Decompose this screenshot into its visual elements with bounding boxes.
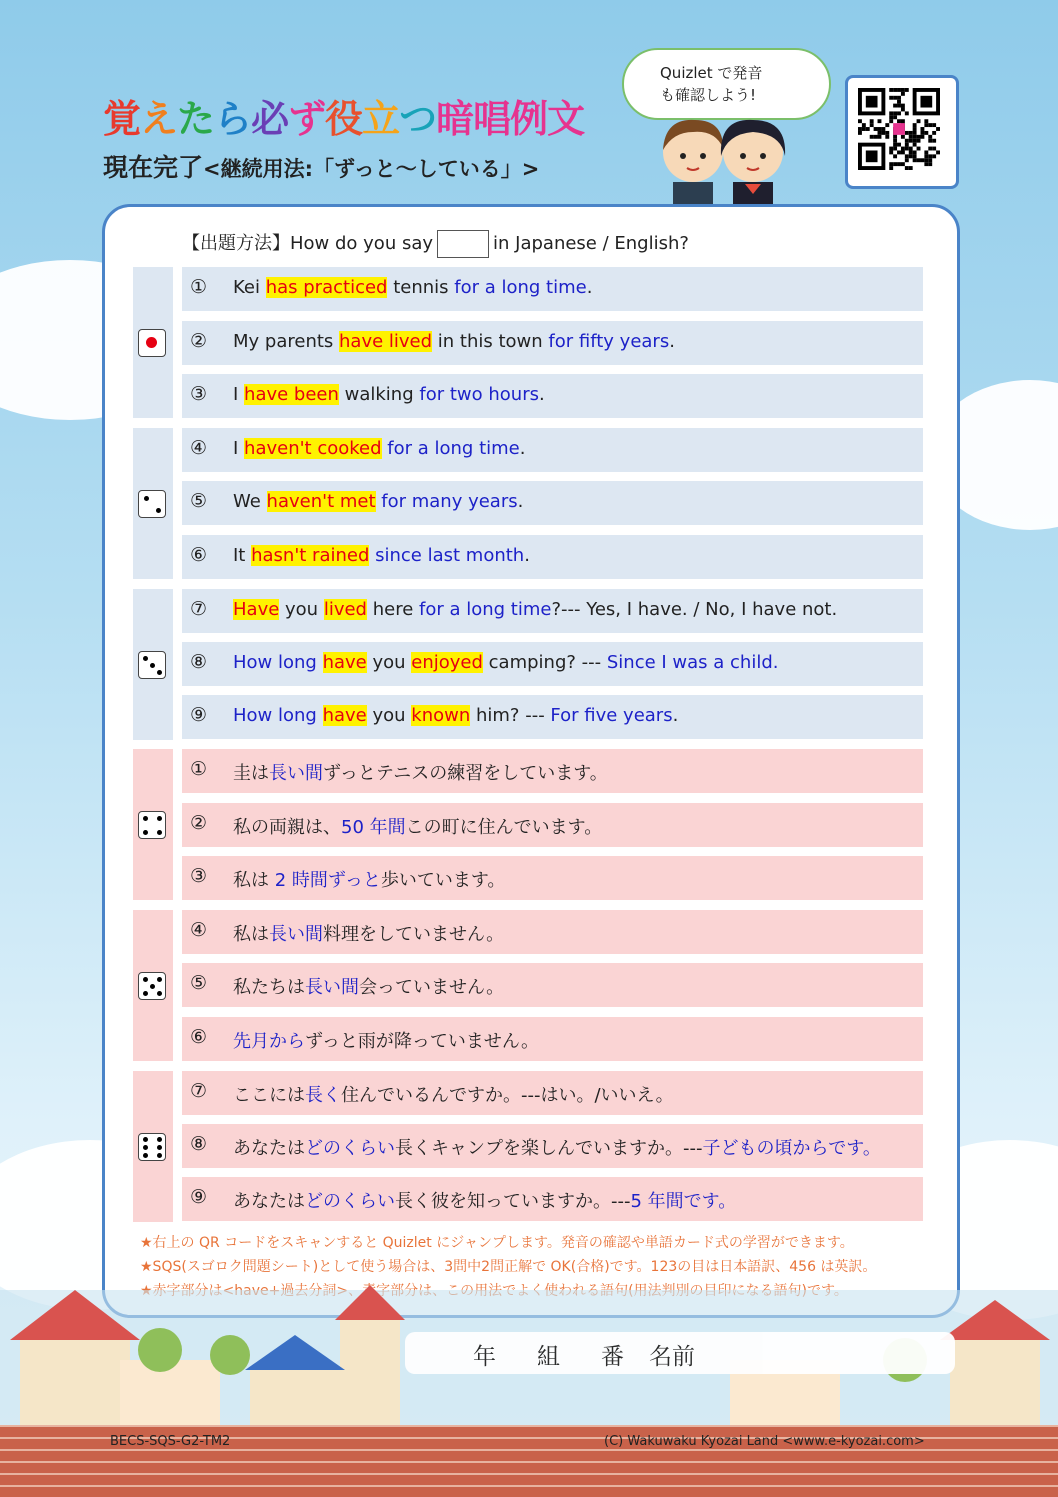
sentence-text (233, 1027, 539, 1053)
sentence-number: ⑧ (190, 1133, 208, 1155)
sentence-fragment: in this town (432, 331, 549, 352)
die-pip-icon (143, 1153, 148, 1158)
sentence-fragment: この町に住んでいます。 (405, 817, 603, 838)
sentence-text (233, 759, 608, 785)
sentence-fragment: camping? --- (482, 652, 607, 673)
sentence-text (233, 331, 675, 352)
sentence-text (233, 652, 779, 673)
sentence-fragment: ?--- Yes, I have. / No, I have not. (551, 599, 838, 620)
name-field[interactable] (405, 1332, 955, 1374)
sentence-number: ⑨ (190, 704, 208, 726)
sentence-text (233, 813, 602, 839)
die-5-icon (138, 972, 166, 1000)
sentence-fragment: you (366, 705, 412, 726)
marker-phrase: 長く (305, 1085, 341, 1106)
marker-phrase: 2 時間ずっと (274, 870, 381, 891)
prompt-before: 【出題方法】How do you say (182, 233, 434, 254)
sentence-text (233, 1134, 881, 1160)
sentence-text (233, 599, 837, 620)
red-circle-icon (146, 337, 157, 348)
die-pip-icon (156, 508, 161, 513)
have-pp-phrase: haven't met (266, 491, 376, 512)
marker-phrase: How long (233, 705, 317, 726)
die-pip-icon (150, 663, 155, 668)
sentence-fragment: . (524, 545, 530, 566)
title-char: え (140, 97, 178, 141)
number-label: 番 (601, 1344, 624, 1370)
sentence-text (233, 973, 504, 999)
die-pip-icon (157, 991, 162, 996)
english-sentence-row (182, 267, 923, 311)
sentence-fragment: here (366, 599, 419, 620)
sentence-fragment: . (519, 438, 526, 459)
japanese-sentence-row (182, 803, 923, 847)
sentence-number: ③ (190, 865, 208, 887)
dice-group-cell (133, 749, 173, 900)
die-4-icon (138, 811, 166, 839)
sentence-number: ④ (190, 437, 208, 459)
have-pp-phrase: have (322, 705, 367, 726)
children-illustration-icon (655, 112, 790, 204)
marker-phrase: どのくらい (305, 1191, 395, 1212)
title-char: ら (214, 97, 252, 141)
sentence-number: ⑤ (190, 490, 208, 512)
subtitle-detail: <継続用法:「ずっと～している」> (203, 157, 540, 181)
have-pp-phrase: haven't cooked (244, 438, 382, 459)
sentence-text (233, 866, 505, 892)
sentence-fragment: あなたは (233, 1138, 305, 1159)
sentence-fragment: him? --- (470, 705, 551, 726)
have-pp-phrase: have been (244, 384, 339, 405)
marker-phrase: 長い間 (269, 924, 323, 945)
sentence-fragment: We (233, 491, 267, 512)
marker-phrase: For five years (550, 705, 673, 726)
sentence-fragment: . (538, 384, 545, 405)
title-char: た (177, 97, 215, 141)
title-char: つ (399, 97, 437, 141)
english-sentence-row (182, 535, 923, 579)
footer-copyright: (C) Wakuwaku Kyozai Land <www.e-kyozai.com> (604, 1434, 925, 1449)
english-sentence-row (182, 374, 923, 418)
marker-phrase: どのくらい (305, 1138, 395, 1159)
bubble-line-2: も確認しよう! (660, 86, 757, 104)
have-pp-phrase: have lived (339, 331, 433, 352)
marker-phrase: for a long time (454, 277, 587, 298)
sentence-fragment: . (669, 331, 675, 352)
sentence-fragment: 住んでいるんですか。---はい。/いいえ。 (341, 1085, 674, 1106)
sentence-fragment: walking (338, 384, 420, 405)
sentence-fragment: . (586, 277, 593, 298)
sentence-text (233, 491, 523, 512)
sentence-text (233, 438, 525, 459)
sentence-fragment (317, 705, 323, 726)
sentence-number: ⑨ (190, 1186, 208, 1208)
die-pip-icon (157, 816, 162, 821)
die-pip-icon (143, 1145, 148, 1150)
sentence-fragment: 歩いています。 (380, 870, 506, 891)
qr-code[interactable] (845, 75, 959, 189)
title-char: 役 (325, 97, 363, 141)
title-char: 立 (362, 97, 400, 141)
sentence-fragment: 私の両親は、 (233, 817, 341, 838)
japanese-sentence-row (182, 1124, 923, 1168)
japanese-sentence-row (182, 1071, 923, 1115)
die-pip-icon (143, 830, 148, 835)
english-sentence-row (182, 321, 923, 365)
sentence-text (233, 545, 530, 566)
marker-phrase: 5 年間です。 (630, 1191, 737, 1212)
sentence-fragment: ずっとテニスの練習をしています。 (323, 763, 608, 784)
sentence-fragment: . (517, 491, 524, 512)
have-pp-phrase: has practiced (265, 277, 388, 298)
have-pp-phrase: known (411, 705, 471, 726)
sentence-fragment: 私は (233, 924, 269, 945)
japanese-sentence-row (182, 856, 923, 900)
dice-group-cell (133, 910, 173, 1061)
sentence-fragment: 私は (233, 870, 275, 891)
sentence-fragment: It (233, 545, 252, 566)
note-sqs: ★SQS(スゴロク問題シート)として使う場合は、3問中2問正解で OK(合格)です。123の目は日本語訳、456 は英訳。 (140, 1259, 877, 1275)
japanese-sentence-row (182, 910, 923, 954)
marker-phrase: since last month (375, 545, 525, 566)
dice-group-cell (133, 1071, 173, 1222)
sentence-fragment: 私たちは (233, 977, 305, 998)
sentence-number: ① (190, 276, 208, 298)
marker-phrase: Since I was a child. (606, 652, 779, 673)
title-char: 覚 (103, 97, 141, 141)
sentence-number: ⑤ (190, 972, 208, 994)
english-sentence-row (182, 428, 923, 472)
die-pip-icon (143, 991, 148, 996)
marker-phrase: for fifty years (548, 331, 670, 352)
die-pip-icon (157, 830, 162, 835)
sentence-fragment: I (233, 384, 245, 405)
die-pip-icon (143, 977, 148, 982)
sentence-number: ② (190, 330, 208, 352)
sentence-fragment: Kei (233, 277, 266, 298)
die-pip-icon (157, 1137, 162, 1142)
have-pp-phrase: Have (233, 599, 280, 620)
sentence-fragment (317, 652, 323, 673)
japanese-sentence-row (182, 963, 923, 1007)
have-pp-phrase: lived (323, 599, 367, 620)
blank-box (437, 230, 489, 258)
marker-phrase: 先月から (233, 1031, 305, 1052)
year-label: 年 (473, 1344, 496, 1370)
marker-phrase: 長い間 (269, 763, 323, 784)
marker-phrase: for a long time (387, 438, 520, 459)
sentence-number: ⑥ (190, 1026, 208, 1048)
sentence-number: ⑧ (190, 651, 208, 673)
marker-phrase: for a long time (419, 599, 552, 620)
prompt-after: in Japanese / English? (493, 233, 689, 254)
name-label: 名前 (649, 1344, 695, 1370)
have-pp-phrase: enjoyed (411, 652, 483, 673)
dice-group-cell (133, 589, 173, 740)
sentence-number: ⑥ (190, 544, 208, 566)
class-label: 組 (537, 1344, 560, 1370)
dice-group-cell (133, 428, 173, 579)
japanese-sentence-row (182, 1177, 923, 1221)
sentence-fragment: あなたは (233, 1191, 305, 1212)
sentence-fragment: . (672, 705, 679, 726)
sentence-text (233, 384, 545, 405)
sentence-fragment: 圭は (233, 763, 269, 784)
marker-phrase: 子どもの頃からです。 (702, 1138, 881, 1159)
sentence-fragment: ここには (233, 1085, 305, 1106)
die-pip-icon (144, 496, 149, 501)
sentence-number: ① (190, 758, 208, 780)
sentence-fragment: you (366, 652, 412, 673)
die-pip-icon (143, 816, 148, 821)
page-title (103, 88, 584, 143)
sentence-fragment: 料理をしていません。 (323, 924, 505, 945)
page-subtitle (103, 148, 539, 184)
marker-phrase: for many years (381, 491, 518, 512)
dice-group-cell (133, 267, 173, 418)
bubble-line-1: Quizlet で発音 (660, 64, 763, 82)
english-sentence-row (182, 589, 923, 633)
japan-flag-icon (138, 329, 166, 357)
marker-phrase: 長い間 (305, 977, 359, 998)
english-sentence-row (182, 695, 923, 739)
die-pip-icon (143, 1137, 148, 1142)
subtitle-main: 現在完了 (103, 153, 204, 182)
sentence-fragment: I (233, 438, 245, 459)
die-pip-icon (143, 656, 148, 661)
sentence-number: ⑦ (190, 1080, 208, 1102)
japanese-sentence-row (182, 749, 923, 793)
die-pip-icon (157, 670, 162, 675)
speech-bubble (622, 48, 831, 120)
sentence-number: ④ (190, 919, 208, 941)
marker-phrase: for two hours (419, 384, 539, 405)
title-char: ず (288, 97, 326, 141)
question-prompt (182, 229, 689, 258)
sentence-fragment: ずっと雨が降っていません。 (305, 1031, 539, 1052)
die-pip-icon (157, 1153, 162, 1158)
japanese-sentence-row (182, 1017, 923, 1061)
die-2-icon (138, 490, 166, 518)
die-pip-icon (150, 984, 155, 989)
marker-phrase: 50 年間 (341, 817, 406, 838)
sentence-fragment: you (279, 599, 324, 620)
sentence-fragment: My parents (233, 331, 340, 352)
have-pp-phrase: have (322, 652, 367, 673)
english-sentence-row (182, 642, 923, 686)
sentence-fragment: 長く彼を知っていますか。--- (395, 1191, 631, 1212)
die-6-icon (138, 1133, 166, 1161)
sentence-fragment: tennis (387, 277, 455, 298)
sentence-text (233, 705, 678, 726)
sentence-text (233, 277, 592, 298)
die-pip-icon (157, 977, 162, 982)
title-char: 必 (251, 97, 289, 141)
qr-code-icon (858, 88, 940, 170)
sentence-fragment: 会っていません。 (359, 977, 505, 998)
english-sentence-row (182, 481, 923, 525)
footer-code: BECS-SQS-G2-TM2 (110, 1434, 231, 1449)
sentence-number: ② (190, 812, 208, 834)
die-3-icon (138, 651, 166, 679)
marker-phrase: How long (233, 652, 317, 673)
sentence-text (233, 1187, 736, 1213)
have-pp-phrase: hasn't rained (251, 545, 370, 566)
sentence-text (233, 920, 504, 946)
sentence-text (233, 1081, 674, 1107)
die-pip-icon (157, 1145, 162, 1150)
sentence-number: ③ (190, 383, 208, 405)
title-char: 暗唱例文 (436, 97, 585, 141)
sentence-number: ⑦ (190, 598, 208, 620)
sentence-fragment: 長くキャンプを楽しんでいますか。--- (395, 1138, 703, 1159)
note-qr: ★右上の QR コードをスキャンすると Quizlet にジャンプします。発音の確認や単語カード式の学習ができます。 (140, 1235, 854, 1251)
